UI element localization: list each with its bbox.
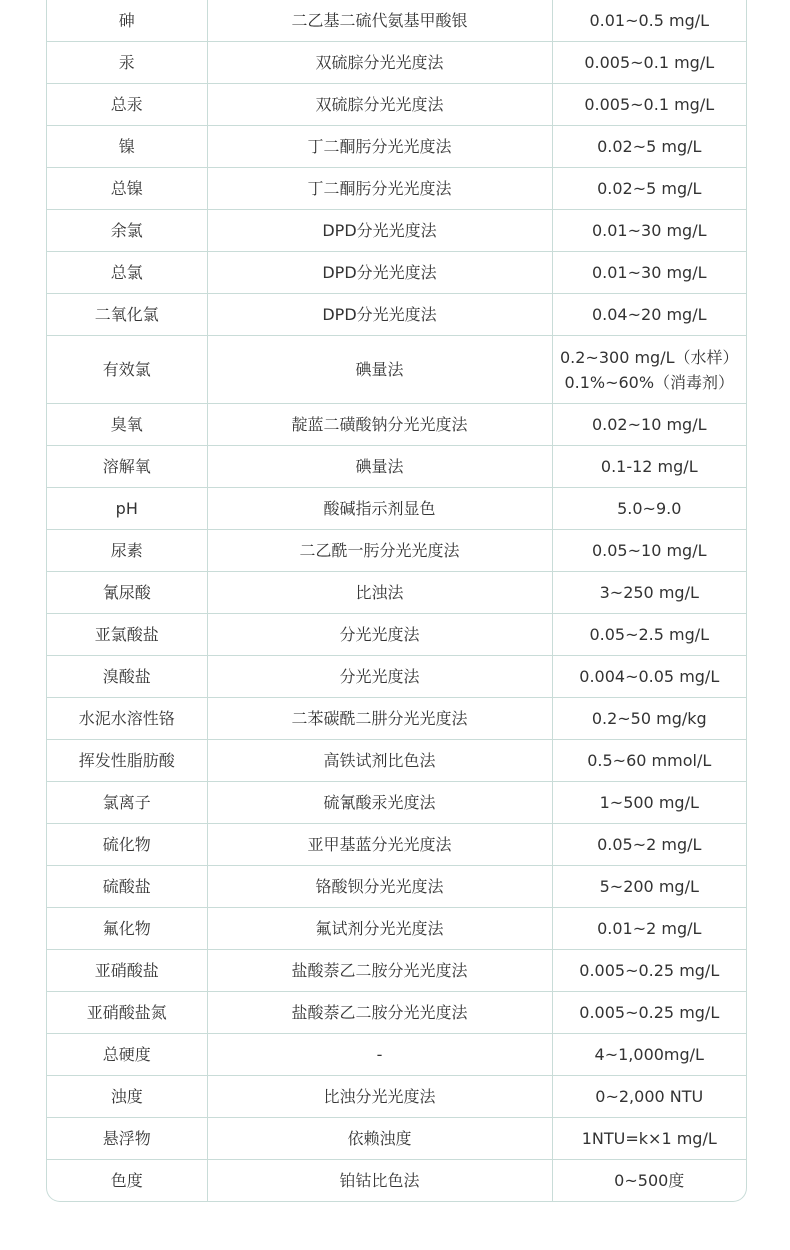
table-row bbox=[47, 782, 746, 824]
parameter-name-cell: 总氯 bbox=[47, 252, 207, 294]
method-cell: 碘量法 bbox=[207, 446, 552, 488]
range-value: 0.01~2 mg/L bbox=[597, 918, 702, 938]
range-cell bbox=[552, 294, 746, 336]
table-row bbox=[47, 336, 746, 404]
parameter-name-cell: pH bbox=[47, 488, 207, 530]
parameter-name-cell: 余氯 bbox=[47, 210, 207, 252]
parameter-name-cell: 氯离子 bbox=[47, 782, 207, 824]
range-value: 4~1,000mg/L bbox=[594, 1044, 704, 1064]
method-cell: DPD分光光度法 bbox=[207, 210, 552, 252]
range-value: 0.005~0.25 mg/L bbox=[579, 960, 720, 980]
method-cell: - bbox=[207, 1034, 552, 1076]
range-cell bbox=[552, 42, 746, 84]
table-row bbox=[47, 572, 746, 614]
table-row bbox=[47, 698, 746, 740]
range-cell bbox=[552, 488, 746, 530]
method-cell: 分光光度法 bbox=[207, 614, 552, 656]
parameter-table-container bbox=[46, 0, 747, 1202]
range-cell bbox=[552, 446, 746, 488]
table-row bbox=[47, 446, 746, 488]
range-value: 0.1-12 mg/L bbox=[600, 456, 698, 476]
method-cell: 硫氰酸汞光度法 bbox=[207, 782, 552, 824]
method-cell: 比浊法 bbox=[207, 572, 552, 614]
parameter-name-cell: 镍 bbox=[47, 126, 207, 168]
range-cell bbox=[552, 698, 746, 740]
table-row bbox=[47, 908, 746, 950]
range-value: 0.02~10 mg/L bbox=[591, 414, 707, 434]
range-value: 0.05~2.5 mg/L bbox=[589, 624, 710, 644]
range-cell bbox=[552, 824, 746, 866]
range-value: 0.01~30 mg/L bbox=[591, 262, 707, 282]
range-cell bbox=[552, 210, 746, 252]
table-row bbox=[47, 1160, 746, 1202]
range-cell bbox=[552, 404, 746, 446]
method-cell: 盐酸萘乙二胺分光光度法 bbox=[207, 950, 552, 992]
method-cell: 分光光度法 bbox=[207, 656, 552, 698]
table-row bbox=[47, 488, 746, 530]
range-cell bbox=[552, 0, 746, 42]
table-row bbox=[47, 1118, 746, 1160]
range-cell bbox=[552, 126, 746, 168]
parameter-table bbox=[47, 0, 746, 1201]
method-cell: DPD分光光度法 bbox=[207, 294, 552, 336]
table-row bbox=[47, 740, 746, 782]
parameter-name-cell: 水泥水溶性铬 bbox=[47, 698, 207, 740]
method-cell: 二乙酰一肟分光光度法 bbox=[207, 530, 552, 572]
range-cell bbox=[552, 656, 746, 698]
range-value: 0.05~10 mg/L bbox=[591, 540, 707, 560]
table-row bbox=[47, 84, 746, 126]
range-value: 3~250 mg/L bbox=[599, 582, 699, 602]
parameter-name-cell: 浊度 bbox=[47, 1076, 207, 1118]
range-value: 0.005~0.1 mg/L bbox=[584, 52, 715, 72]
table-row bbox=[47, 950, 746, 992]
range-cell bbox=[552, 1160, 746, 1202]
range-cell bbox=[552, 992, 746, 1034]
range-value: 0.004~0.05 mg/L bbox=[579, 666, 720, 686]
parameter-name-cell: 硫化物 bbox=[47, 824, 207, 866]
method-cell: 高铁试剂比色法 bbox=[207, 740, 552, 782]
range-value: 5~200 mg/L bbox=[599, 876, 699, 896]
method-cell: 双硫腙分光光度法 bbox=[207, 42, 552, 84]
range-cell bbox=[552, 1034, 746, 1076]
method-cell: 亚甲基蓝分光光度法 bbox=[207, 824, 552, 866]
parameter-name-cell: 悬浮物 bbox=[47, 1118, 207, 1160]
method-cell: 铂钴比色法 bbox=[207, 1160, 552, 1202]
method-cell: 碘量法 bbox=[207, 336, 552, 404]
method-cell: 靛蓝二磺酸钠分光光度法 bbox=[207, 404, 552, 446]
method-cell: 丁二酮肟分光光度法 bbox=[207, 126, 552, 168]
parameter-name-cell: 溶解氧 bbox=[47, 446, 207, 488]
range-value: 0~500度 bbox=[614, 1170, 685, 1190]
parameter-name-cell: 尿素 bbox=[47, 530, 207, 572]
method-cell: 比浊分光光度法 bbox=[207, 1076, 552, 1118]
range-cell bbox=[552, 572, 746, 614]
method-cell: 铬酸钡分光光度法 bbox=[207, 866, 552, 908]
method-cell: 双硫腙分光光度法 bbox=[207, 84, 552, 126]
table-row bbox=[47, 1076, 746, 1118]
range-cell bbox=[552, 950, 746, 992]
range-cell bbox=[552, 614, 746, 656]
parameter-name-cell: 二氧化氯 bbox=[47, 294, 207, 336]
parameter-name-cell: 氟化物 bbox=[47, 908, 207, 950]
method-cell: 依赖浊度 bbox=[207, 1118, 552, 1160]
parameter-name-cell: 亚硝酸盐 bbox=[47, 950, 207, 992]
table-row bbox=[47, 614, 746, 656]
parameter-name-cell: 总镍 bbox=[47, 168, 207, 210]
parameter-name-cell: 汞 bbox=[47, 42, 207, 84]
range-cell bbox=[552, 84, 746, 126]
table-row bbox=[47, 168, 746, 210]
parameter-table-body bbox=[47, 0, 746, 1201]
range-cell bbox=[552, 530, 746, 572]
range-value: 1NTU=k×1 mg/L bbox=[581, 1128, 717, 1148]
method-cell: 酸碱指示剂显色 bbox=[207, 488, 552, 530]
parameter-name-cell: 砷 bbox=[47, 0, 207, 42]
range-cell bbox=[552, 336, 746, 404]
table-row bbox=[47, 1034, 746, 1076]
method-cell: 氟试剂分光光度法 bbox=[207, 908, 552, 950]
method-cell: 二乙基二硫代氨基甲酸银 bbox=[207, 0, 552, 42]
table-row bbox=[47, 42, 746, 84]
table-row bbox=[47, 252, 746, 294]
range-value: 0.02~5 mg/L bbox=[597, 178, 702, 198]
parameter-name-cell: 溴酸盐 bbox=[47, 656, 207, 698]
range-value: 0.1%~60%（消毒剂） bbox=[564, 372, 735, 392]
parameter-name-cell: 亚硝酸盐氮 bbox=[47, 992, 207, 1034]
parameter-name-cell: 挥发性脂肪酸 bbox=[47, 740, 207, 782]
range-value: 0.2~50 mg/kg bbox=[591, 708, 707, 728]
range-cell bbox=[552, 1118, 746, 1160]
table-row bbox=[47, 294, 746, 336]
range-cell bbox=[552, 1076, 746, 1118]
table-row bbox=[47, 824, 746, 866]
method-cell: 丁二酮肟分光光度法 bbox=[207, 168, 552, 210]
range-value: 1~500 mg/L bbox=[599, 792, 699, 812]
method-cell: 二苯碳酰二肼分光光度法 bbox=[207, 698, 552, 740]
range-cell bbox=[552, 168, 746, 210]
table-row bbox=[47, 210, 746, 252]
range-value: 0.01~30 mg/L bbox=[591, 220, 707, 240]
table-row bbox=[47, 0, 746, 42]
range-value: 0.05~2 mg/L bbox=[597, 834, 702, 854]
parameter-name-cell: 总硬度 bbox=[47, 1034, 207, 1076]
table-row bbox=[47, 126, 746, 168]
range-value: 0.04~20 mg/L bbox=[591, 304, 707, 324]
range-value: 5.0~9.0 bbox=[617, 498, 682, 518]
range-value: 0.005~0.25 mg/L bbox=[579, 1002, 720, 1022]
parameter-name-cell: 氰尿酸 bbox=[47, 572, 207, 614]
parameter-name-cell: 臭氧 bbox=[47, 404, 207, 446]
parameter-name-cell: 有效氯 bbox=[47, 336, 207, 404]
parameter-name-cell: 硫酸盐 bbox=[47, 866, 207, 908]
method-cell: 盐酸萘乙二胺分光光度法 bbox=[207, 992, 552, 1034]
range-cell bbox=[552, 740, 746, 782]
range-value: 0~2,000 NTU bbox=[595, 1086, 704, 1106]
range-cell bbox=[552, 908, 746, 950]
range-value: 0.5~60 mmol/L bbox=[587, 750, 712, 770]
range-cell bbox=[552, 782, 746, 824]
method-cell: DPD分光光度法 bbox=[207, 252, 552, 294]
range-value: 0.005~0.1 mg/L bbox=[584, 94, 715, 114]
table-row bbox=[47, 530, 746, 572]
table-row bbox=[47, 992, 746, 1034]
table-row bbox=[47, 404, 746, 446]
parameter-name-cell: 色度 bbox=[47, 1160, 207, 1202]
table-row bbox=[47, 656, 746, 698]
range-value: 0.2~300 mg/L（水样） bbox=[559, 347, 739, 367]
parameter-name-cell: 总汞 bbox=[47, 84, 207, 126]
range-cell bbox=[552, 252, 746, 294]
range-value: 0.01~0.5 mg/L bbox=[589, 10, 710, 30]
range-cell bbox=[552, 866, 746, 908]
table-row bbox=[47, 866, 746, 908]
parameter-name-cell: 亚氯酸盐 bbox=[47, 614, 207, 656]
range-value: 0.02~5 mg/L bbox=[597, 136, 702, 156]
